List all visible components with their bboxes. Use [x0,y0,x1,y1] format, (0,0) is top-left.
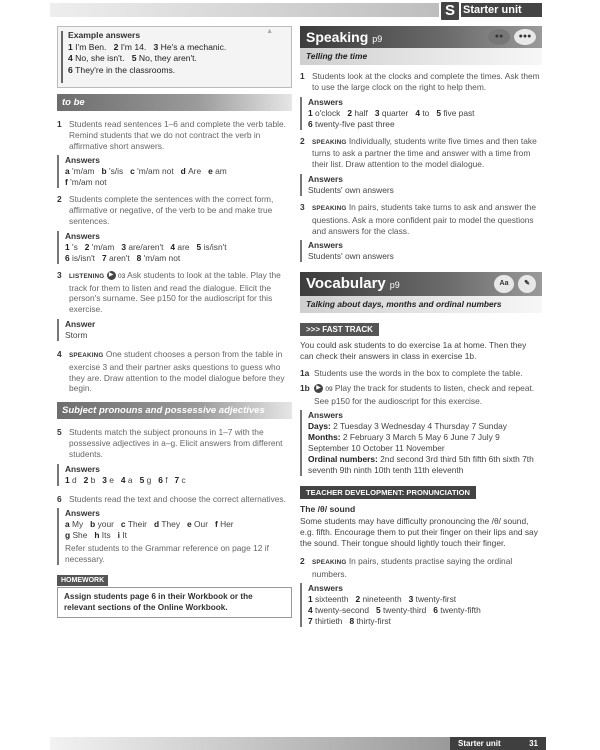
answer-row [65,253,292,264]
exercise-number: 3 [300,201,305,212]
days-answers: 2 Tuesday 3 Wednesday 4 Thursday 7 Sunday [333,421,507,432]
exercise-number: 2 [57,194,62,205]
exercise-number: 2 [300,135,305,146]
answer-number: 2 [347,107,355,118]
exercise-text: In pairs, students practise saying the ordinal numbers. [312,555,513,579]
speaking-exercise-2 [300,136,542,170]
unit-header [0,0,600,20]
answers-heading: Answers [65,463,100,474]
answer-number: 3 [121,241,129,252]
answer-number: 1 [308,594,315,605]
answer-number: 8 [349,616,357,627]
exercise-5 [57,427,292,459]
answer-number: 1 [68,41,76,52]
section-title-pronouns: Subject pronouns and possessive adjectives [57,402,292,419]
aa-icon: Aa [494,275,514,293]
answers-heading: Answers [308,583,343,594]
track-number: 03 [118,272,126,280]
answer-text: is/isn't [203,241,227,252]
answer-bar [300,583,302,627]
fast-track-text: You could ask students to do exercise 1a at home. Then they can check their answers in class in exercise 1b. [300,340,527,362]
answer-heading: Answer [65,318,96,329]
teacher-development [300,482,542,548]
exercise-text: Ask students to look at the table. Play the track for them to listen and read the dialogue. Elicit the person's surname. See p150 for the audioscript for this exercise. [69,269,281,315]
answer-text: d [72,474,84,485]
exercise-2 [57,194,292,226]
answer-text: 'm/am not [137,166,181,177]
speaking-tag: SPEAKING [312,204,347,212]
answer-number: 1 [308,107,315,118]
ordinal-answers: 2nd second 3rd third 5th fifth 6th sixth 7th seventh 9th ninth 10th tenth 11th eleventh [308,454,534,476]
answer-text: No, they aren't. [138,53,197,63]
vocab-exercise-1a [300,368,542,379]
answer-row [65,242,292,253]
answers-block [57,464,292,486]
section-title: Vocabulary [306,275,386,293]
answer-number: c [120,519,128,530]
audio-track-icon[interactable]: ▶ [107,271,116,280]
answer-text: g [146,474,159,485]
answer-text: nineteenth [362,594,409,605]
exercise-text: Students look at the clocks and complete the times. Ask them to use the large clock on the right to help them. [312,71,540,92]
answer-text: No, she isn't. [75,53,132,63]
answer-bar [57,508,59,565]
answer-number: d [153,519,162,530]
answer-text: twenty-five past three [315,118,395,129]
answer-number: 6 [158,474,166,485]
answer-number: 4 [120,474,128,485]
right-column [300,26,542,627]
exercise-text: Students read the text and choose the correct alternatives. [69,493,286,504]
answer-text: 's/is [108,166,131,177]
answer-number: 7 [174,474,182,485]
answer-text: am [215,166,227,177]
answers-list [308,108,542,130]
answers-heading: Answers [308,96,343,107]
left-column [57,26,292,618]
answers-heading: Answers [65,155,100,166]
answer-text: Students' own answers [308,251,394,262]
footer-label-bar [450,737,546,750]
answer-bar [57,319,59,341]
answer-row [308,616,542,627]
answers-block [300,174,542,196]
answer-text: 'm/am [91,241,122,252]
answer-text: Her [220,519,234,530]
answer-text: to [422,107,437,118]
answer-text: twenty-second [315,605,376,616]
exercise-3 [57,270,292,315]
answers-list [65,242,292,264]
answer-number: a [65,519,72,530]
answer-bar [300,174,302,196]
answer-text: I'm 14. [120,41,154,52]
answer-number: f [214,519,221,530]
exercise-text: Students read sentences 1–6 and complete the verb table. Remind students that we do not contract the verb in affirmative short answers. [69,119,286,151]
answer-row [308,119,542,130]
answers-block [300,410,542,476]
answer-number: d [180,166,189,177]
days-label: Days: [308,421,331,432]
answer-text: c [181,474,186,485]
homework-box: Assign students page 6 in their Workbook or the relevant sections of the Online Workbook. [57,587,292,618]
answer-number: 2 [355,594,363,605]
exercise-text: Students complete the sentences with the correct form, affirmative or negative, of the verb to be and make true sentences. [69,194,274,226]
answers-block [57,508,292,565]
answer-text: Students' own answers [308,184,394,195]
answer-text: a [127,474,140,485]
audio-track-icon[interactable]: ▶ [314,384,323,393]
unit-title: Starter unit [463,4,522,16]
answer-number: 4 [308,605,315,616]
answer-row [65,530,292,541]
section-title-to-be: to be [57,94,292,111]
track-number: 09 [325,385,333,393]
exercise-number: 2 [300,555,305,566]
section-title: Speaking [306,29,369,45]
answers-heading: Answers [308,410,343,421]
section-subtitle: Telling the time [300,48,542,65]
teacher-development-tag: TEACHER DEVELOPMENT: PRONUNCIATION [300,486,476,499]
answer-text: b [90,474,103,485]
answer-text: Their [127,519,154,530]
speaking-tag: SPEAKING [312,138,347,146]
answer-number: b [101,166,109,177]
answer-text: e [109,474,121,485]
exercise-1 [57,119,292,151]
page-number: 31 [529,739,538,748]
answers-block [300,583,542,627]
exercise-number: 6 [57,493,62,504]
answer-row [65,177,292,188]
homework-tag: HOMEWORK [57,575,108,586]
answer-number: 1 [65,474,72,485]
fast-track [300,319,542,362]
answer-number: c [130,166,138,177]
exercise-4 [57,349,292,394]
answer-text: are/aren't [128,241,171,252]
answer-text: It [122,530,127,541]
answer-text: They [161,519,188,530]
example-answers-heading: Example answers [68,30,141,40]
answer-row [68,42,285,54]
answer-number: 5 [196,241,204,252]
answers-list [65,166,292,188]
exercise-number: 1 [300,71,305,81]
speech-bubble-icon: ●● [488,29,510,45]
answer-text: 'm/am [72,166,102,177]
answer-text: twenty-first [415,594,457,605]
example-answers-box [57,26,292,88]
answer-text: thirty-first [356,616,391,627]
answer-text: He's a mechanic. [160,41,227,52]
answer-number: g [65,530,73,541]
answers-heading: Answers [308,240,343,251]
answer-row [65,166,292,177]
exercise-6 [57,494,292,505]
answer-number: 5 [139,474,147,485]
answer-number: 2 [84,241,92,252]
months-label: Months: [308,432,341,443]
answer-number: 4 [68,53,76,63]
answers-heading: Answers [308,173,343,184]
answers-list [65,475,292,486]
exercise-number: 1b [300,382,310,393]
grammar-reference-note: Refer students to the Grammar reference on page 12 if necessary. [65,543,269,565]
exercise-text: Students use the words in the box to complete the table. [314,367,523,378]
answer-row [65,475,292,486]
answer-row [65,519,292,530]
page-ref: p9 [372,34,383,44]
example-answers-list [68,42,285,77]
answer-text: 'm/am not [143,252,181,263]
exercise-number: 1 [57,119,62,129]
page-footer [0,732,600,750]
answer-text: is/isn't [72,252,102,263]
answers-list [65,519,292,541]
fast-track-tag [300,323,379,336]
speaking-tag: SPEAKING [312,558,347,566]
answer-number: 6 [65,252,72,263]
answers-block [57,155,292,188]
answer-number: e [187,519,195,530]
answer-text: half [354,107,375,118]
answer-bar [300,240,302,262]
answer-number: i [117,530,123,541]
answer-bar [57,155,59,188]
answers-heading: Answers [65,230,100,241]
answer-row [308,594,542,605]
footer-gradient-bar [50,737,450,750]
answers-list [308,594,542,627]
answer-text: quarter [381,107,416,118]
answer-number: 4 [415,107,423,118]
answer-bar [300,410,302,476]
answer-text: five past [443,107,475,118]
answer-number: 3 [102,474,110,485]
answer-text: sixteenth [315,594,356,605]
answer-text: Storm [65,329,88,340]
answer-text: f [165,474,175,485]
exercise-text: Individually, students write five times and then take turns to ask a partner the time and answer with a time from their list. Draw attention to the model dialogue. [312,135,537,170]
answer-text: your [97,519,121,530]
answer-number: 7 [102,252,109,263]
answer-row [68,65,285,77]
answer-number: 6 [68,64,76,75]
answer-text: twenty-third [382,605,434,616]
exercise-number: 3 [57,269,62,280]
answer-bar [57,464,59,486]
page-ref: p9 [389,280,400,291]
answer-number: b [90,519,98,530]
answer-row [308,605,542,616]
answer-block [57,319,292,341]
header-gradient-bar [50,3,445,17]
answer-number: 6 [433,605,441,616]
answer-text: I'm Ben. [75,41,114,52]
answer-row [308,108,542,119]
ordinals-label: Ordinal numbers: [308,454,378,465]
pronunciation-tip: Some students may have difficulty pronouncing the /θ/ sound, e.g. fifth. Encourage them to put their finger on their lips and say the sound. Their tongue should lightly touch their finger. [300,516,538,548]
answer-bar [300,97,302,130]
sound-title: The /θ/ sound [300,504,356,515]
answer-text: 's [72,241,85,252]
answer-number: 7 [308,616,315,627]
speaking-exercise-3 [300,202,542,236]
answer-bar [61,31,63,83]
chevrons-icon: >>> [306,325,323,335]
answer-text: Are [188,166,209,177]
answer-text: thirtieth [315,616,350,627]
answer-text: 'm/am not [70,177,107,188]
answer-number: f [65,177,71,188]
answer-number: 5 [131,53,139,63]
answer-number: 2 [113,41,121,52]
exercise-text: Play the track for students to listen, check and repeat. See p150 for the audioscript for this exercise. [314,382,535,406]
months-answers: 2 February 3 March 5 May 6 June 7 July 9 September 10 October 11 November [308,432,500,454]
answer-number: 8 [136,252,144,263]
answer-number: 5 [436,107,444,118]
unit-title-bar [445,3,542,17]
answer-text: o'clock [315,107,348,118]
answer-text: She [72,530,95,541]
answer-bar [57,231,59,264]
section-subtitle: Talking about days, months and ordinal numbers [300,296,542,313]
vocabulary-header [300,272,542,296]
answer-row [68,53,285,65]
triangle-marker-icon: ▲ [266,28,273,35]
answer-number: 5 [375,605,383,616]
answer-text: Our [194,519,215,530]
answers-heading: Answers [65,508,100,519]
answer-number: 3 [408,594,416,605]
answers-block [57,231,292,264]
exercise-text: In pairs, students take turns to ask and answer the questions. Ask a more confident pair to model the questions and answers for the class. [312,201,536,236]
answer-number: 4 [170,241,178,252]
vocab-exercise-2 [300,556,542,580]
answers-block [300,240,542,262]
speaking-header [300,26,542,48]
answer-number: h [94,530,102,541]
exercise-text: One student chooses a person from the table in exercise 3 and their partner asks questions to guess who they are. Draw attention to the model dialogue before they begin. [69,348,285,394]
vocabulary-icon: ✎ [518,275,536,293]
answer-number: 6 [308,118,315,129]
answer-text: My [72,519,91,530]
unit-badge: S [439,0,461,22]
answer-number: 3 [153,41,161,52]
answer-number: a [65,166,72,177]
answer-text: Its [101,530,118,541]
exercise-number: 5 [57,427,62,438]
answer-number: 3 [374,107,382,118]
answer-text: aren't [109,252,137,263]
answers-block [300,97,542,130]
answer-text: twenty-fifth [440,605,481,616]
vocab-exercise-1b [300,383,542,407]
exercise-number: 1a [300,367,310,378]
answer-text: are [177,241,197,252]
speaking-tag: SPEAKING [69,351,104,359]
speaking-exercise-1 [300,71,542,93]
footer-unit: Starter unit [458,739,501,748]
listening-tag: LISTENING [69,272,105,280]
exercise-number: 4 [57,348,62,359]
answer-number: e [208,166,216,177]
homework-section [57,569,292,618]
answer-number: 2 [83,474,91,485]
chat-bubble-icon: ●●● [514,29,536,45]
answer-text: They're in the classrooms. [75,64,176,75]
fast-track-label: FAST TRACK [322,325,373,335]
exercise-text: Students match the subject pronouns in 1–7 with the possessive adjectives in a–g. Elicit answers from different students. [69,427,283,459]
answer-number: 1 [65,241,72,252]
